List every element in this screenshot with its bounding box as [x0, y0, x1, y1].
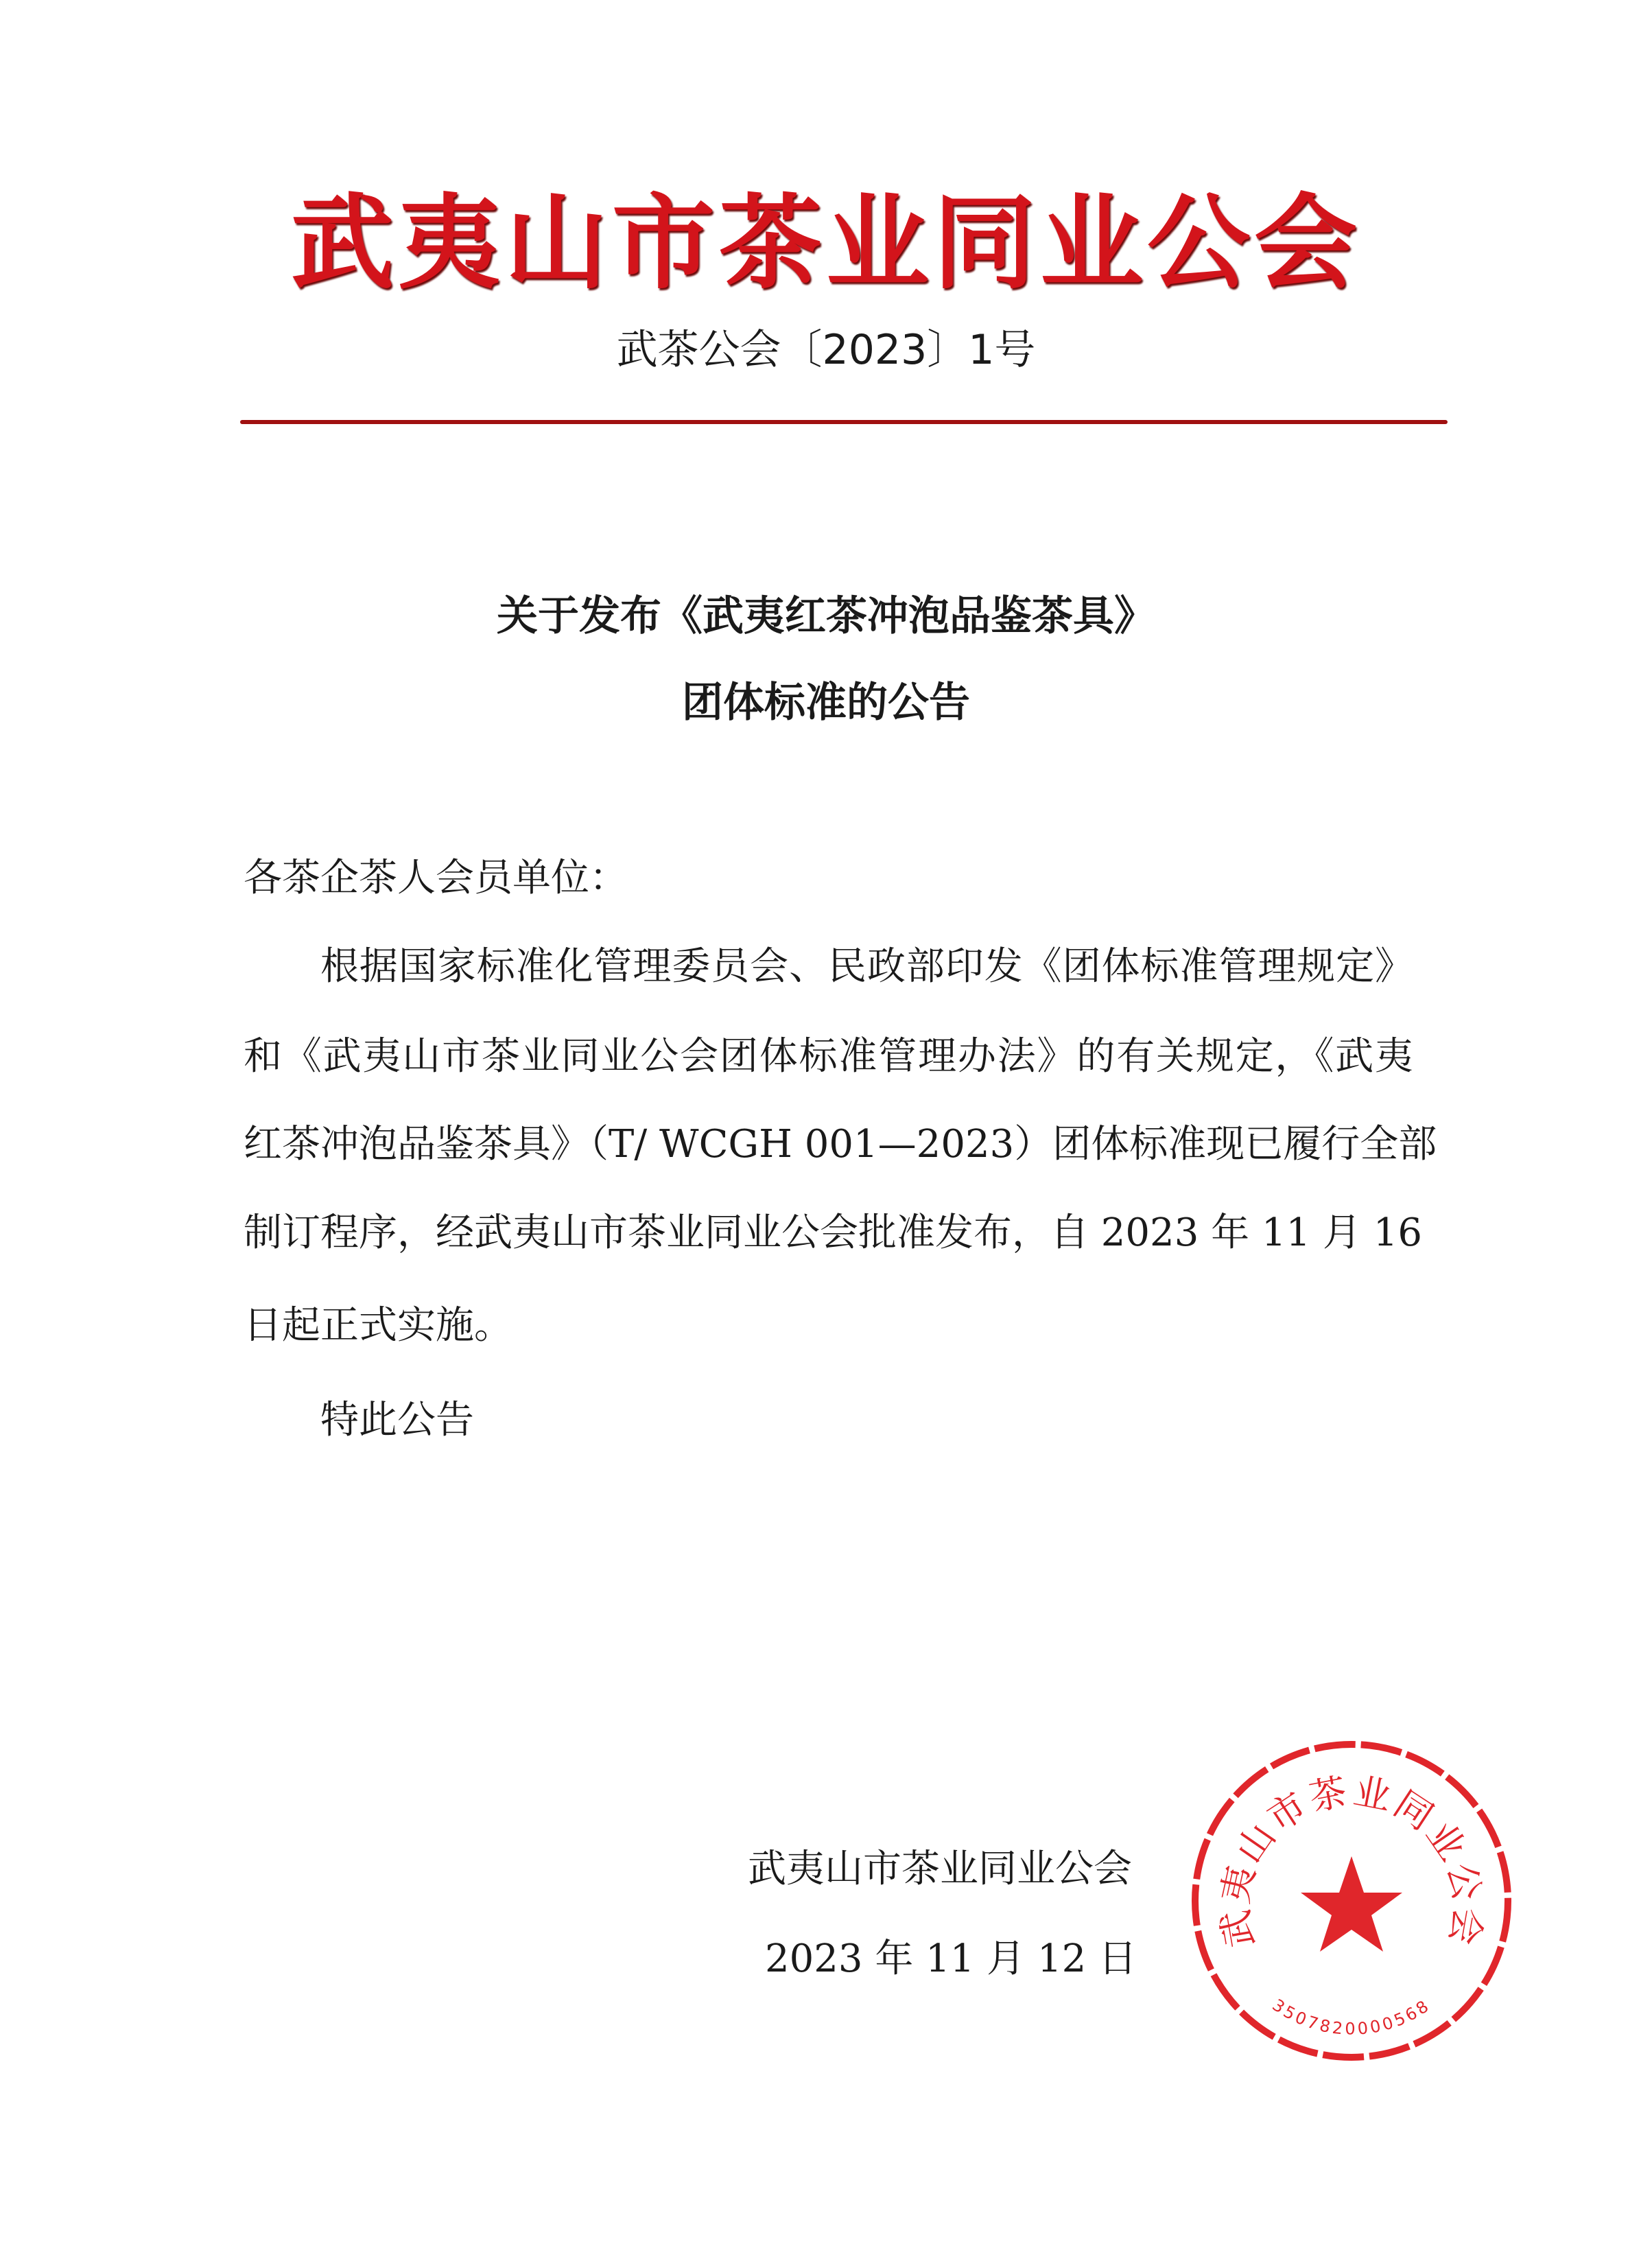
document-title-line2: 团体标准的公告	[682, 679, 970, 727]
paragraph-line: 和《武夷山市茶业同业公会团体标准管理办法》的有关规定，《武夷	[244, 1034, 1413, 1079]
document-title-line1: 关于发布《武夷红茶冲泡品鉴茶具》	[497, 592, 1155, 640]
svg-text:武夷山市茶业同业公会: 武夷山市茶业同业公会	[1212, 1769, 1491, 1951]
paragraph-line: 红茶冲泡品鉴茶具》（T/ WCGH 001—2023）团体标准现已履行全部	[244, 1122, 1437, 1167]
svg-text:3507820000568: 3507820000568	[1268, 1995, 1435, 2039]
paragraph-line: 制订程序，经武夷山市茶业同业公会批准发布，自 2023 年 11 月 16	[244, 1211, 1423, 1255]
paragraph-line: 根据国家标准化管理委员会、民政部印发《团体标准管理规定》	[320, 944, 1413, 989]
paragraph-line: 日起正式实施。	[244, 1303, 512, 1348]
header-divider	[240, 420, 1448, 424]
document-number: 武茶公会〔2023〕1号	[616, 326, 1036, 374]
official-seal	[1187, 1736, 1516, 2066]
signature-date: 2023 年 11 月 12 日	[765, 1937, 1137, 1981]
signature-organization: 武夷山市茶业同业公会	[748, 1847, 1132, 1891]
closing-text: 特此公告	[320, 1398, 474, 1442]
salutation: 各茶企茶人会员单位：	[244, 856, 628, 900]
seal-star-icon	[1301, 1856, 1402, 1952]
organization-header: 武夷山市茶业同业公会	[290, 184, 1361, 303]
